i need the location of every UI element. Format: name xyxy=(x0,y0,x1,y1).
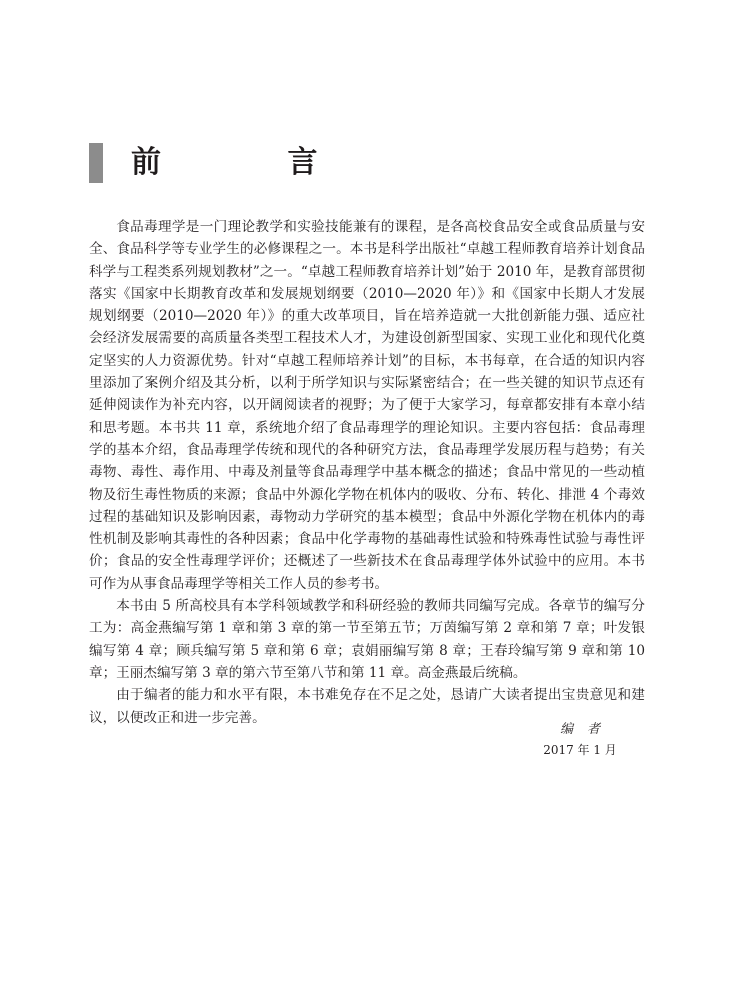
signature-block xyxy=(540,720,620,760)
signature-author: 编者 xyxy=(559,722,614,737)
paragraph-authors: 本书由 5 所高校具有本学科领域教学和科研经验的教师共同编写完成。各章节的编写分工为：高金燕编写第 1 章和第 3 章的第一节至第五节；万茵编写第 2 章和第 7 章；叶发银编写第 4 章；顾兵编写第 5 章和第 6 章；袁娟丽编写第 8 章；王春玲编写第 9 章和第 10 章；王丽杰编写第 3 章的第六节至第八节和第 11 章。高金燕最后统稿。 xyxy=(89,598,645,681)
preface-body xyxy=(89,216,645,729)
page-title: 前 言 xyxy=(131,145,376,180)
paragraph-closing: 由于编者的能力和水平有限，本书难免存在不足之处，恳请广大读者提出宝贵意见和建议，以便改正和进一步完善。 xyxy=(89,687,645,726)
paragraph-intro: 食品毒理学是一门理论教学和实验技能兼有的课程，是各高校食品安全或食品质量与安全、食品科学等专业学生的必修课程之一。本书是科学出版社“卓越工程师教育培养计划食品科学与工程类系列规划教材”之一。“卓越工程师教育培养计划”始于 2010 年，是教育部贯彻落实《国家中长期教育改革和发展规划纲要（2010—2020 年）》和《国家中长期人才发展规划纲要（2010—2020 年）》的重大改革项目，旨在培养造就一大批创新能力强、适应社会经济发展需要的高质量各类型工程技术人才，为建设创新型国家、实现工业化和现代化奠定坚实的人力资源优势。针对“卓越工程师培养计划”的目标，本书每章，在合适的知识内容里添加了案例介绍及其分析，以利于所学知识与实际紧密结合；在一些关键的知识节点还有延伸阅读作为补充内容，以开阔阅读者的视野；为了便于大家学习，每章都安排有本章小结和思考题。本书共 11 章，系统地介绍了食品毒理学的理论知识。主要内容包括：食品毒理学的基本介绍，食品毒理学传统和现代的各种研究方法，食品毒理学发展历程与趋势；有关毒物、毒性、毒作用、中毒及剂量等食品毒理学中基本概念的描述；食品中常见的一些动植物及衍生毒性物质的来源；食品中外源化学物在机体内的吸收、分布、转化、排泄 4 个毒效过程的基础知识及影响因素，毒物动力学研究的基本模型；食品中外源化学物在机体内的毒性机制及影响其毒性的各种因素；食品中化学毒物的基础毒性试验和特殊毒性试验与毒性评价；食品的安全性毒理学评价；还概述了一些新技术在食品毒理学体外试验中的应用。本书可作为从事食品毒理学等相关工作人员的参考书。 xyxy=(89,219,645,592)
signature-date: 2017 年 1 月 xyxy=(543,743,617,757)
heading-accent-bar xyxy=(89,143,103,183)
preface-heading xyxy=(89,143,389,183)
